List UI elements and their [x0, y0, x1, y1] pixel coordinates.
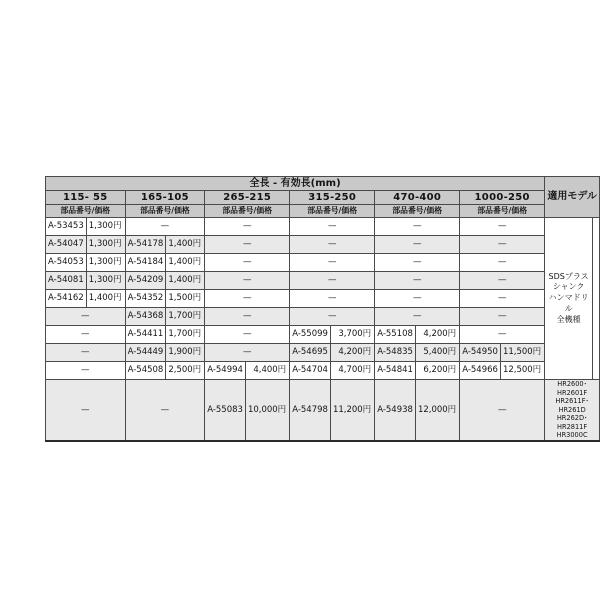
price-cell: 1,300円 [86, 254, 125, 272]
empty-cell: — [205, 344, 290, 362]
part-number-cell: A-53453 [46, 218, 87, 236]
subheader-row [46, 205, 600, 218]
table-row [46, 362, 600, 380]
empty-cell: — [460, 236, 545, 254]
price-cell: 11,200円 [330, 380, 374, 441]
size-header-315-250: 315-250 [290, 191, 375, 205]
part-number-cell: A-54508 [125, 362, 166, 380]
part-number-cell: A-54178 [125, 236, 166, 254]
part-number-cell: A-54835 [375, 344, 416, 362]
empty-cell: — [290, 308, 375, 326]
table-row [46, 290, 600, 308]
empty-cell: — [375, 254, 460, 272]
part-number-cell: A-54938 [375, 380, 416, 441]
model-list-line: HR3000C [556, 431, 588, 440]
table-row [46, 380, 600, 441]
part-number-cell: A-54950 [460, 344, 501, 362]
model-note-line: SDSプラス [548, 271, 589, 281]
empty-cell: — [46, 326, 126, 344]
empty-cell: — [290, 254, 375, 272]
length-header: 全長 - 有効長(mm) [46, 177, 545, 191]
empty-cell: — [460, 254, 545, 272]
price-cell: 1,400円 [166, 272, 205, 290]
price-cell: 4,200円 [330, 344, 374, 362]
size-header-470-400: 470-400 [375, 191, 460, 205]
part-price-subheader: 部品番号/価格 [205, 205, 290, 218]
empty-cell: — [460, 218, 545, 236]
price-cell: 1,400円 [86, 290, 125, 308]
empty-cell: — [460, 272, 545, 290]
part-number-cell: A-55108 [375, 326, 416, 344]
part-number-cell: A-54352 [125, 290, 166, 308]
price-cell: 1,300円 [86, 218, 125, 236]
table-row [46, 308, 600, 326]
empty-cell: — [290, 236, 375, 254]
part-price-subheader: 部品番号/価格 [46, 205, 126, 218]
model-note-line: 全機種 [556, 314, 581, 324]
table-row [46, 326, 600, 344]
empty-cell: — [205, 218, 290, 236]
empty-cell: — [125, 380, 205, 441]
part-number-cell: A-54209 [125, 272, 166, 290]
price-cell: 1,400円 [166, 236, 205, 254]
part-number-cell: A-54704 [290, 362, 331, 380]
part-number-cell: A-54081 [46, 272, 87, 290]
part-number-cell: A-54047 [46, 236, 87, 254]
price-cell: 1,700円 [166, 326, 205, 344]
part-number-cell: A-54966 [460, 362, 501, 380]
size-header-115-55: 115- 55 [46, 191, 126, 205]
model-list-line: HR2600･HR2601F [557, 380, 588, 397]
price-cell: 2,500円 [166, 362, 205, 380]
part-number-cell: A-54162 [46, 290, 87, 308]
part-number-cell: A-54798 [290, 380, 331, 441]
size-header-265-215: 265-215 [205, 191, 290, 205]
part-number-cell: A-54994 [205, 362, 246, 380]
empty-cell: — [205, 236, 290, 254]
part-number-cell: A-54411 [125, 326, 166, 344]
table-title-row [46, 177, 600, 191]
model-column-header: 適用モデル [545, 177, 600, 218]
empty-cell: — [460, 380, 545, 441]
empty-cell: — [375, 290, 460, 308]
price-cell: 4,200円 [415, 326, 459, 344]
price-cell: 12,000円 [415, 380, 459, 441]
table-row [46, 218, 600, 236]
empty-cell: — [290, 272, 375, 290]
price-cell: 10,000円 [245, 380, 289, 441]
empty-cell: — [290, 290, 375, 308]
empty-cell: — [46, 362, 126, 380]
empty-cell: — [205, 290, 290, 308]
parts-price-table [45, 176, 600, 442]
empty-cell: — [375, 236, 460, 254]
empty-cell: — [125, 218, 205, 236]
empty-cell: — [205, 254, 290, 272]
model-note-line: ハンマドリル [548, 293, 589, 313]
model-list-line: HR262D･HR2811F [556, 414, 588, 431]
size-header-165-105: 165-105 [125, 191, 205, 205]
part-number-cell: A-54449 [125, 344, 166, 362]
model-note-line: シャンク [552, 282, 585, 292]
part-number-cell: A-54841 [375, 362, 416, 380]
model-list-line: HR2611F･HR261D [555, 397, 589, 414]
part-price-subheader: 部品番号/価格 [125, 205, 205, 218]
empty-cell: — [460, 290, 545, 308]
empty-cell: — [46, 308, 126, 326]
price-cell: 6,200円 [415, 362, 459, 380]
price-cell: 4,400円 [245, 362, 289, 380]
applicable-models-note [545, 218, 593, 380]
table-row [46, 344, 600, 362]
part-number-cell: A-54695 [290, 344, 331, 362]
price-cell: 12,500円 [500, 362, 544, 380]
part-number-cell: A-55099 [290, 326, 331, 344]
price-cell: 1,900円 [166, 344, 205, 362]
size-header-1000-250: 1000-250 [460, 191, 545, 205]
size-header-row [46, 191, 600, 205]
price-cell: 3,700円 [330, 326, 374, 344]
empty-cell: — [205, 326, 290, 344]
part-price-subheader: 部品番号/価格 [460, 205, 545, 218]
empty-cell: — [205, 272, 290, 290]
price-cell: 1,300円 [86, 236, 125, 254]
part-number-cell: A-55083 [205, 380, 246, 441]
empty-cell: — [290, 218, 375, 236]
part-price-subheader: 部品番号/価格 [290, 205, 375, 218]
empty-cell: — [205, 308, 290, 326]
part-number-cell: A-54184 [125, 254, 166, 272]
empty-cell: — [46, 380, 126, 441]
applicable-models-list [545, 380, 600, 441]
empty-cell: — [375, 308, 460, 326]
price-cell: 4,700円 [330, 362, 374, 380]
empty-cell: — [460, 308, 545, 326]
price-cell: 1,500円 [166, 290, 205, 308]
empty-cell: — [375, 272, 460, 290]
part-number-cell: A-54368 [125, 308, 166, 326]
price-cell: 1,400円 [166, 254, 205, 272]
price-cell: 1,700円 [166, 308, 205, 326]
empty-cell: — [46, 344, 126, 362]
price-cell: 11,500円 [500, 344, 544, 362]
price-cell: 5,400円 [415, 344, 459, 362]
part-price-subheader: 部品番号/価格 [375, 205, 460, 218]
spacer-cell [592, 218, 599, 380]
table-row [46, 254, 600, 272]
empty-cell: — [375, 218, 460, 236]
price-cell: 1,300円 [86, 272, 125, 290]
empty-cell: — [460, 326, 545, 344]
part-number-cell: A-54053 [46, 254, 87, 272]
table-row [46, 272, 600, 290]
table-row [46, 236, 600, 254]
